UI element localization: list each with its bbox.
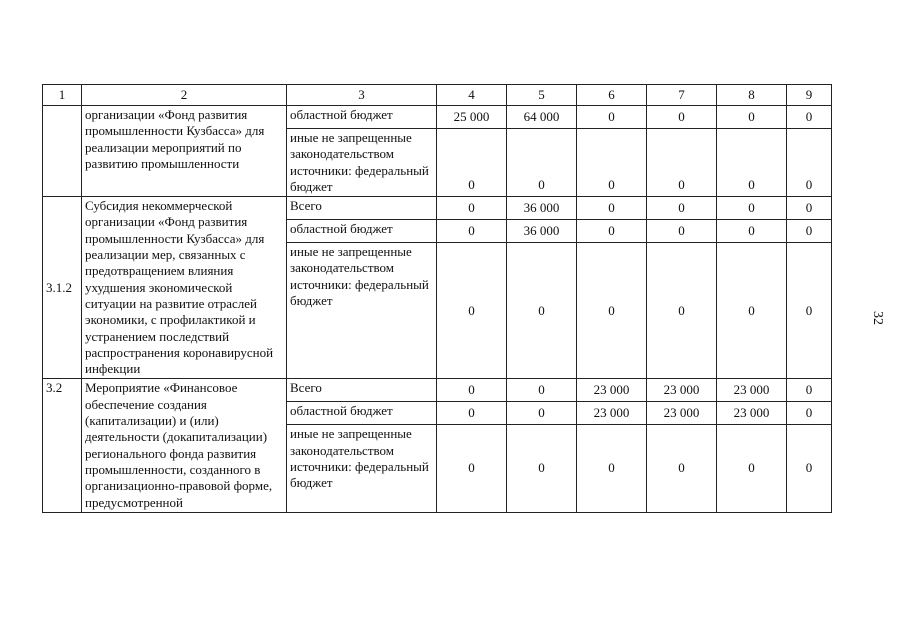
column-number-row <box>43 85 832 106</box>
value-cell: 0 <box>787 243 832 379</box>
value-cell: 0 <box>787 220 832 243</box>
value-cell: 25 000 <box>437 106 507 129</box>
column-header: 7 <box>647 85 717 106</box>
value-cell: 0 <box>507 379 577 402</box>
value-cell: 0 <box>787 402 832 425</box>
value-cell: 0 <box>577 425 647 512</box>
value-cell: 23 000 <box>577 402 647 425</box>
item-description: Мероприятие «Финансовое обеспечение создания (капитализации) и (или) деятельности (докапитализации) регионального фонда развития промышленности, созданного в организационно-правовой форме, предусмотренной <box>82 379 287 512</box>
funding-source: Всего <box>287 197 437 220</box>
value-cell: 0 <box>437 402 507 425</box>
value-cell: 0 <box>437 197 507 220</box>
column-header: 2 <box>82 85 287 106</box>
value-cell: 0 <box>647 425 717 512</box>
value-cell: 23 000 <box>717 379 787 402</box>
item-description: организации «Фонд развития промышленности Кузбасса» для реализации мероприятий по развитию промышленности <box>82 106 287 197</box>
value-cell: 0 <box>577 129 647 197</box>
table-row <box>43 379 832 402</box>
value-cell: 0 <box>787 197 832 220</box>
item-code: 3.2 <box>43 379 82 512</box>
value-cell: 0 <box>717 129 787 197</box>
value-cell: 23 000 <box>577 379 647 402</box>
value-cell: 36 000 <box>507 220 577 243</box>
column-header: 4 <box>437 85 507 106</box>
value-cell: 0 <box>647 220 717 243</box>
value-cell: 0 <box>507 129 577 197</box>
value-cell: 23 000 <box>717 402 787 425</box>
value-cell: 0 <box>577 197 647 220</box>
table-row <box>43 106 832 129</box>
value-cell: 0 <box>647 243 717 379</box>
value-cell: 23 000 <box>647 402 717 425</box>
value-cell: 0 <box>717 106 787 129</box>
value-cell: 0 <box>717 243 787 379</box>
value-cell: 0 <box>787 106 832 129</box>
item-code <box>43 106 82 197</box>
value-cell: 0 <box>577 220 647 243</box>
column-header: 6 <box>577 85 647 106</box>
funding-source: областной бюджет <box>287 402 437 425</box>
value-cell: 0 <box>577 106 647 129</box>
value-cell: 0 <box>437 129 507 197</box>
budget-table <box>42 84 832 513</box>
funding-source: иные не запрещенные законодательством источники: федеральный бюджет <box>287 425 437 512</box>
value-cell: 0 <box>437 425 507 512</box>
value-cell: 0 <box>787 379 832 402</box>
value-cell: 0 <box>437 220 507 243</box>
value-cell: 0 <box>507 402 577 425</box>
value-cell: 0 <box>647 129 717 197</box>
column-header: 3 <box>287 85 437 106</box>
funding-source: иные не запрещенные законодательством источники: федеральный бюджет <box>287 129 437 197</box>
value-cell: 0 <box>507 243 577 379</box>
value-cell: 0 <box>717 197 787 220</box>
column-header: 1 <box>43 85 82 106</box>
value-cell: 0 <box>717 425 787 512</box>
funding-source: Всего <box>287 379 437 402</box>
value-cell: 0 <box>437 379 507 402</box>
item-description: Субсидия некоммерческой организации «Фонд развития промышленности Кузбасса» для реализации мер, связанных с предотвращением влияния ухудшения экономической ситуации на развитие отраслей экономики, с профилактикой и устранением последствий распространения коронавирусной инфекции <box>82 197 287 379</box>
column-header: 9 <box>787 85 832 106</box>
funding-source: иные не запрещенные законодательством источники: федеральный бюджет <box>287 243 437 379</box>
value-cell: 23 000 <box>647 379 717 402</box>
funding-source: областной бюджет <box>287 220 437 243</box>
column-header: 8 <box>717 85 787 106</box>
value-cell: 0 <box>717 220 787 243</box>
value-cell: 64 000 <box>507 106 577 129</box>
page-number: 32 <box>870 311 885 325</box>
value-cell: 0 <box>787 129 832 197</box>
value-cell: 36 000 <box>507 197 577 220</box>
funding-source: областной бюджет <box>287 106 437 129</box>
value-cell: 0 <box>507 425 577 512</box>
value-cell: 0 <box>647 106 717 129</box>
value-cell: 0 <box>647 197 717 220</box>
value-cell: 0 <box>437 243 507 379</box>
table-row <box>43 197 832 220</box>
value-cell: 0 <box>787 425 832 512</box>
item-code: 3.1.2 <box>43 197 82 379</box>
value-cell: 0 <box>577 243 647 379</box>
column-header: 5 <box>507 85 577 106</box>
